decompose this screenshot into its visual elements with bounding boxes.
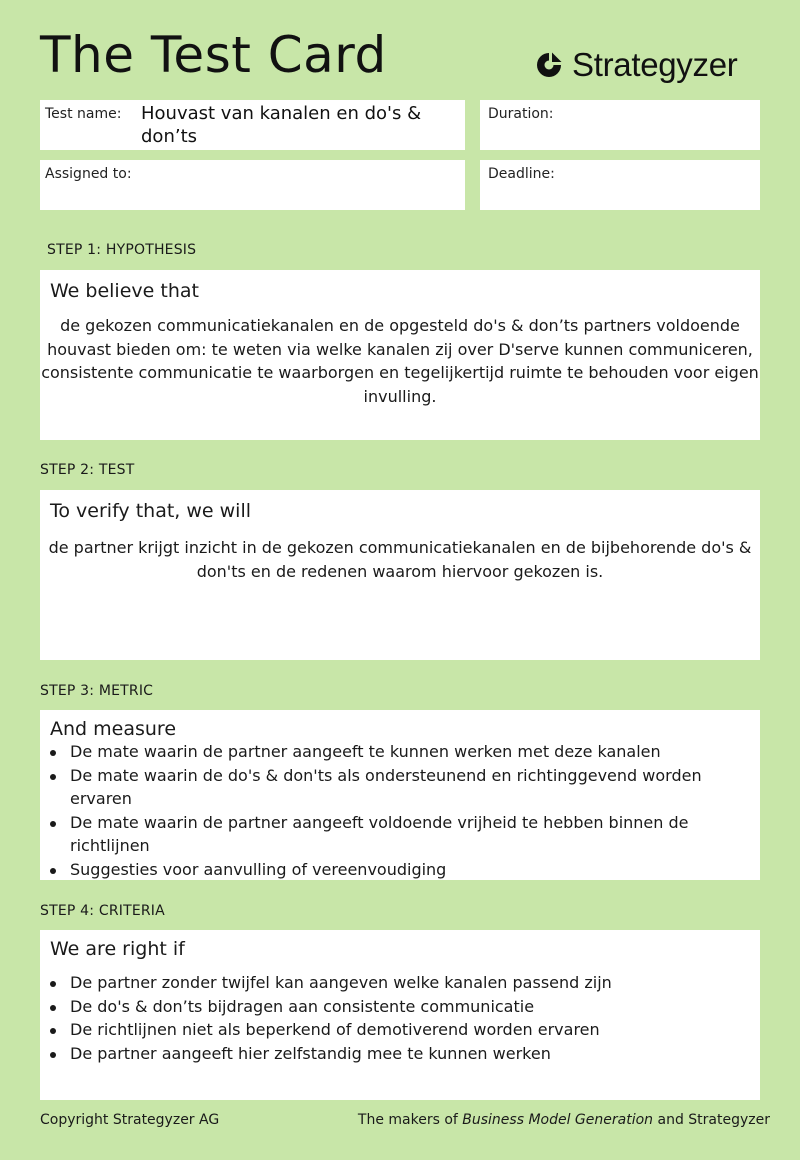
- card-title: The Test Card: [40, 26, 387, 84]
- criteria-item: De partner zonder twijfel kan aangeven welke kanalen passend zijn: [48, 971, 756, 995]
- step-4-label: STEP 4: CRITERIA: [40, 903, 165, 919]
- test-heading: To verify that, we will: [50, 500, 252, 522]
- metric-panel[interactable]: [40, 710, 760, 880]
- hypothesis-panel[interactable]: [40, 270, 760, 440]
- test-name-value: Houvast van kanalen en do's & don’ts: [141, 103, 422, 147]
- test-panel[interactable]: [40, 490, 760, 660]
- deadline-label: Deadline:: [488, 166, 555, 182]
- criteria-item: De do's & don’ts bijdragen aan consistente communicatie: [48, 995, 756, 1019]
- criteria-list: [48, 971, 756, 1065]
- metric-item: De mate waarin de do's & don'ts als ondersteunend en richtinggevend worden ervaren: [48, 764, 756, 811]
- step-1-label: STEP 1: HYPOTHESIS: [47, 242, 197, 258]
- metric-item: De mate waarin de partner aangeeft voldoende vrijheid te hebben binnen de richtlijnen: [48, 811, 756, 858]
- deadline-field[interactable]: [480, 160, 760, 210]
- copyright: Copyright Strategyzer AG: [40, 1112, 220, 1128]
- metric-list: [48, 740, 756, 881]
- hypothesis-text: de gekozen communicatiekanalen en de opgesteld do's & don’ts partners voldoende houvast bieden om: te weten via welke kanalen zij over D'serve kunnen communiceren, consistente communicatie te waarborgen en tegelijkertijd ruimte te behouden voor eigen invulling.: [41, 316, 759, 406]
- step-3-label: STEP 3: METRIC: [40, 683, 154, 699]
- criteria-item: De richtlijnen niet als beperkend of demotiverend worden ervaren: [48, 1018, 756, 1042]
- test-name-label: Test name:: [45, 106, 122, 122]
- makers-line: [358, 1112, 770, 1128]
- criteria-panel[interactable]: [40, 930, 760, 1100]
- strategyzer-logo-icon: [534, 50, 564, 80]
- hypothesis-heading: We believe that: [50, 280, 199, 302]
- step-2-label: STEP 2: TEST: [40, 462, 135, 478]
- brand: [534, 48, 737, 81]
- metric-heading: And measure: [50, 718, 177, 740]
- test-text: de partner krijgt inzicht in de gekozen communicatiekanalen en de bijbehorende do's & don'ts en de redenen waarom hiervoor gekozen is.: [48, 538, 752, 581]
- metric-item: De mate waarin de partner aangeeft te kunnen werken met deze kanalen: [48, 740, 756, 764]
- brand-name: Strategyzer: [572, 46, 738, 83]
- duration-field[interactable]: [480, 100, 760, 150]
- makers-suffix: and Strategyzer: [653, 1112, 770, 1128]
- test-name-field[interactable]: [40, 100, 465, 150]
- makers-prefix: The makers of: [357, 1112, 463, 1128]
- makers-book-title: Business Model Generation: [462, 1112, 654, 1128]
- criteria-item: De partner aangeeft hier zelfstandig mee te kunnen werken: [48, 1042, 756, 1066]
- assigned-to-label: Assigned to:: [45, 166, 132, 182]
- duration-label: Duration:: [488, 106, 554, 122]
- criteria-heading: We are right if: [50, 938, 185, 960]
- metric-item: Suggesties voor aanvulling of vereenvoudiging: [48, 858, 756, 882]
- assigned-to-field[interactable]: [40, 160, 465, 210]
